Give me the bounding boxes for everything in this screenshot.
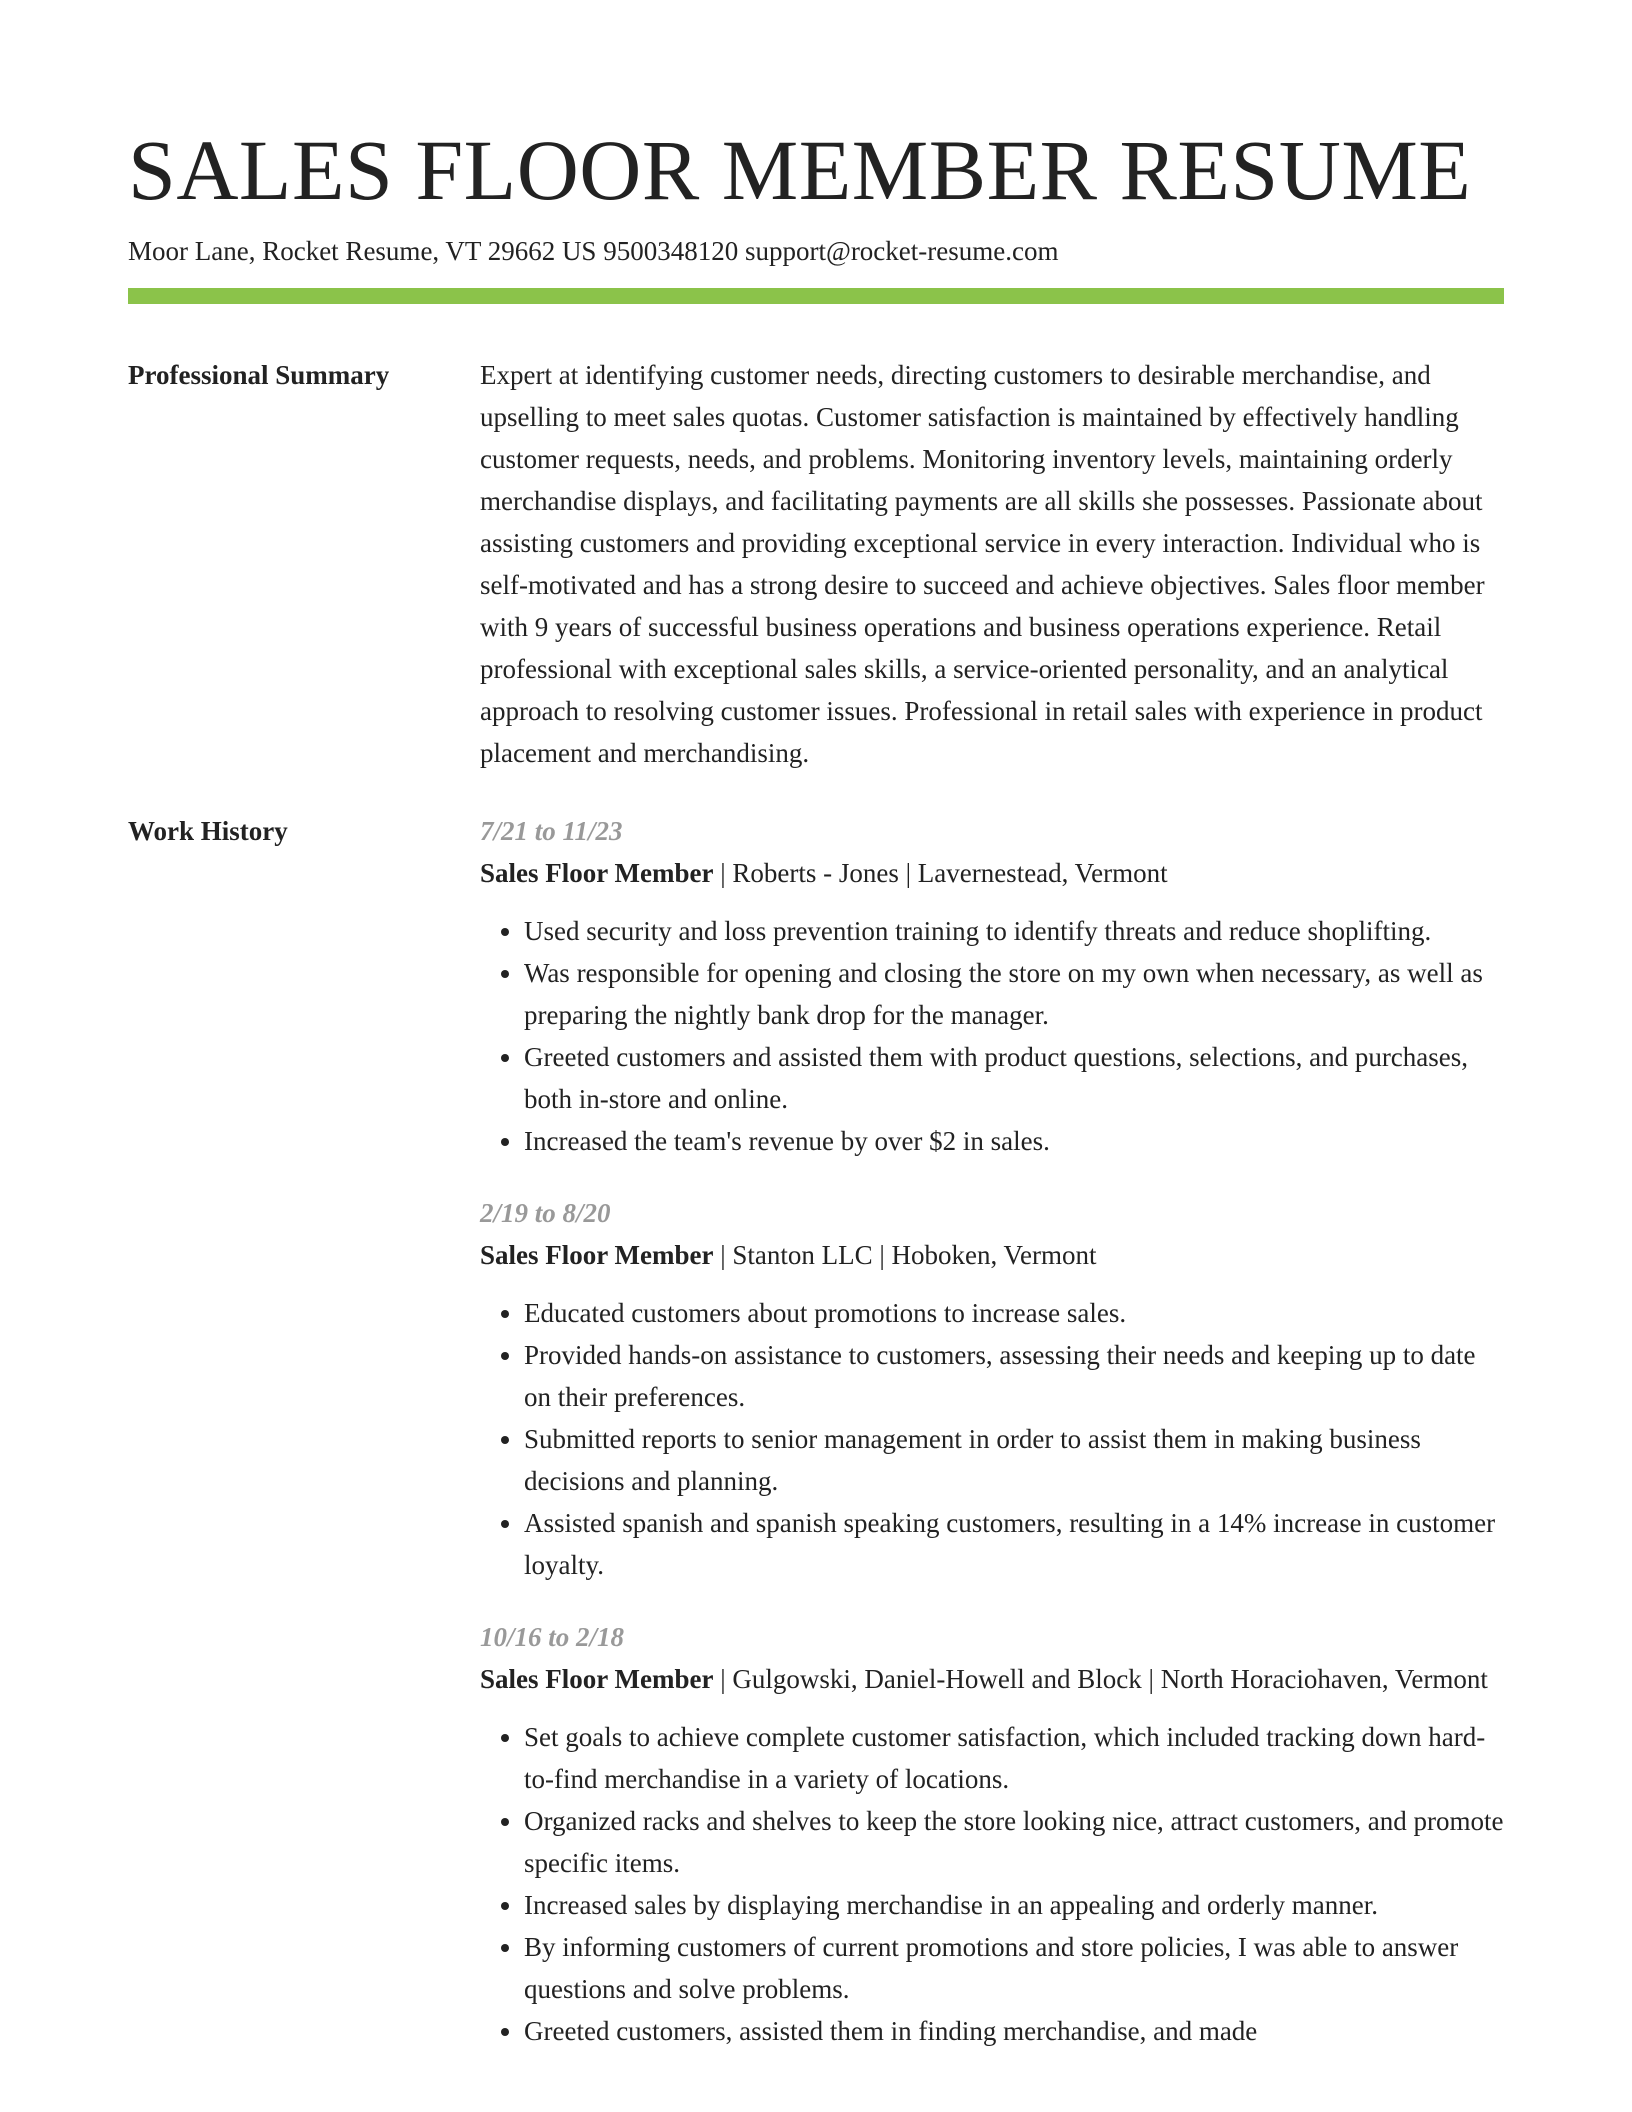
- job-bullet: • Assisted spanish and spanish speaking customers, resulting in a 14% increase in customer loyalty.: [524, 1502, 1504, 1586]
- job-bullet: • Educated customers about promotions to increase sales.: [524, 1292, 1504, 1334]
- job-employer-location: | Gulgowski, Daniel-Howell and Block | North Horaciohaven, Vermont: [713, 1664, 1488, 1694]
- job-bullet: • Increased sales by displaying merchandise in an appealing and orderly manner.: [524, 1884, 1504, 1926]
- job-dates: 2/19 to 8/20: [480, 1198, 611, 1228]
- job-entry: [480, 810, 1504, 1162]
- summary-text: Expert at identifying customer needs, directing customers to desirable merchandise, and upselling to meet sales quotas. Customer satisfaction is maintained by effectively handling customer requests, needs, and problems. Monitoring inventory levels, maintaining orderly merchandise displays, and facilitating payments are all skills she possesses. Passionate about assisting customers and providing exceptional service in every interaction. Individual who is self-motivated and has a strong desire to succeed and achieve objectives. Sales floor member with 9 years of successful business operations and business operations experience. Retail professional with exceptional sales skills, a service-oriented personality, and an analytical approach to resolving customer issues. Professional in retail sales with experience in product placement and merchandising.: [480, 360, 1485, 768]
- job-bullet: • Set goals to achieve complete customer satisfaction, which included tracking down hard-to-find merchandise in a variety of locations.: [524, 1716, 1504, 1800]
- job-employer-location: | Roberts - Jones | Lavernestead, Vermont: [713, 858, 1168, 888]
- job-bullet-list: [480, 910, 1504, 1162]
- job-entry: [480, 1616, 1504, 2052]
- job-bullet: • Increased the team's revenue by over $2 in sales.: [524, 1120, 1504, 1162]
- resume-title: SALES FLOOR MEMBER RESUME: [128, 122, 1472, 218]
- job-bullet: • Used security and loss prevention training to identify threats and reduce shoplifting.: [524, 910, 1504, 952]
- summary-body: [480, 354, 1504, 774]
- job-employer-location: | Stanton LLC | Hoboken, Vermont: [713, 1240, 1097, 1270]
- job-dates: 7/21 to 11/23: [480, 816, 623, 846]
- job-bullet-list: [480, 1716, 1504, 2052]
- job-title: Sales Floor Member: [480, 1240, 714, 1270]
- work-history-body: [480, 810, 1504, 2082]
- section-heading-professional-summary: Professional Summary: [128, 360, 390, 390]
- contact-info: Moor Lane, Rocket Resume, VT 29662 US 9500348120 support@rocket-resume.com: [128, 236, 1059, 266]
- job-bullet: • Was responsible for opening and closing the store on my own when necessary, as well as preparing the nightly bank drop for the manager.: [524, 952, 1504, 1036]
- work-history-section: [128, 810, 1504, 2082]
- section-heading-work-history: Work History: [128, 816, 288, 846]
- job-bullet: • Provided hands-on assistance to customers, assessing their needs and keeping up to date on their preferences.: [524, 1334, 1504, 1418]
- job-title: Sales Floor Member: [480, 1664, 714, 1694]
- job-entry: [480, 1192, 1504, 1586]
- job-bullet: • Organized racks and shelves to keep the store looking nice, attract customers, and promote specific items.: [524, 1800, 1504, 1884]
- job-bullet: • Greeted customers, assisted them in finding merchandise, and made: [524, 2010, 1504, 2052]
- resume-page: [128, 0, 1504, 2082]
- job-title-line: [480, 852, 1504, 894]
- job-bullet: • By informing customers of current promotions and store policies, I was able to answer questions and solve problems.: [524, 1926, 1504, 2010]
- job-bullet: • Submitted reports to senior management in order to assist them in making business decisions and planning.: [524, 1418, 1504, 1502]
- job-title-line: [480, 1658, 1504, 1700]
- job-dates: 10/16 to 2/18: [480, 1622, 625, 1652]
- job-bullet-list: [480, 1292, 1504, 1586]
- job-title-line: [480, 1234, 1504, 1276]
- professional-summary-section: [128, 354, 1504, 774]
- job-bullet: • Greeted customers and assisted them with product questions, selections, and purchases, both in-store and online.: [524, 1036, 1504, 1120]
- accent-divider: [128, 288, 1504, 304]
- job-title: Sales Floor Member: [480, 858, 714, 888]
